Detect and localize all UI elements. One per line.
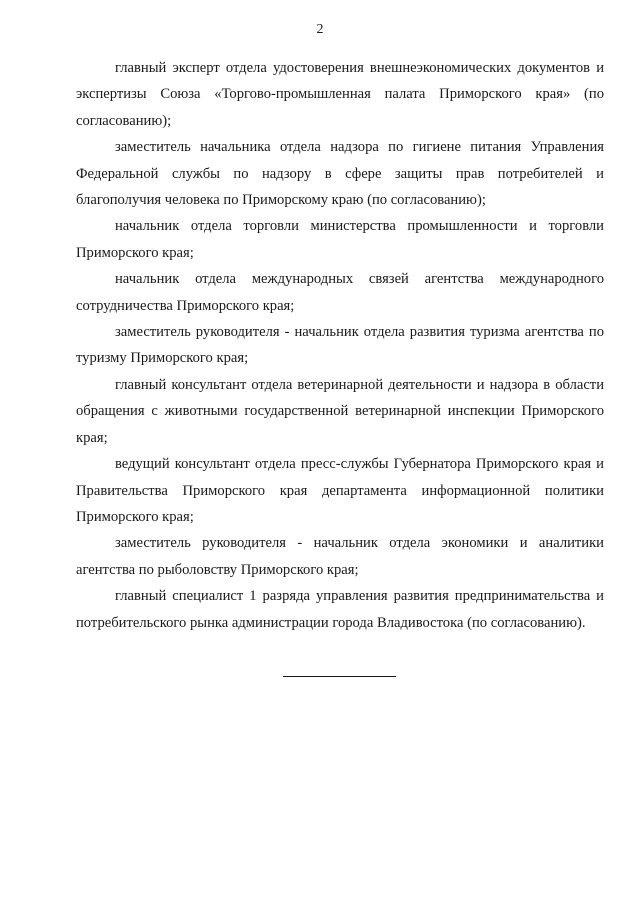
paragraph-member-4: начальник отдела международных связей агентства международного сотрудничества Приморского края; [76,271,604,314]
paragraph-member-6: главный консультант отдела ветеринарной деятельности и надзора в области обращения с животными государственной ветеринарной инспекции Приморского края; [76,376,604,446]
paragraph-member-8: заместитель руководителя - начальник отдела экономики и аналитики агентства по рыболовству Приморского края; [76,535,604,578]
end-of-document-rule [283,676,396,677]
paragraph-member-9: главный специалист 1 разряда управления развития предпринимательства и потребительского рынка администрации города Владивостока (по согласованию). [76,588,604,631]
page-number: 2 [316,22,324,37]
paragraph-member-2: заместитель начальника отдела надзора по гигиене питания Управления Федеральной службы по надзору в сфере защиты прав потребителей и благополучия человека по Приморскому краю (по согласованию); [76,139,604,209]
paragraph-member-3: начальник отдела торговли министерства промышленности и торговли Приморского края; [76,218,604,261]
paragraph-member-5: заместитель руководителя - начальник отдела развития туризма агентства по туризму Приморского края; [76,324,604,367]
document-body [76,55,604,636]
paragraph-member-7: ведущий консультант отдела пресс-службы Губернатора Приморского края и Правительства Приморского края департамента информационной политики Приморского края; [76,456,604,525]
paragraph-member-1: главный эксперт отдела удостоверения внешнеэкономических документов и экспертизы Союза «Торгово-промышленная палата Приморского края» (по согласованию); [76,60,604,129]
